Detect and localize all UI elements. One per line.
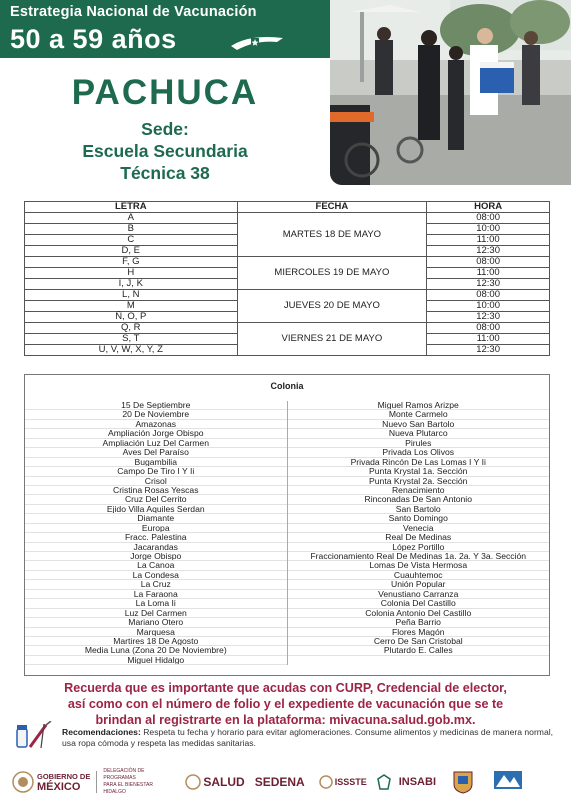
colonia-cell: Marquesa: [25, 628, 287, 637]
colonia-cell: Plutardo E. Calles: [288, 646, 550, 655]
schedule-row: [25, 290, 550, 301]
colonia-cell: Jorge Obispo: [25, 552, 287, 561]
delegacion-line2: PARA EL BIENESTAR: [103, 782, 153, 788]
colonia-cell: Venustiano Carranza: [288, 590, 550, 599]
city-title: PACHUCA: [71, 73, 259, 112]
colonia-cell: Ejido Villa Aquiles Serdan: [25, 505, 287, 514]
colonia-cell: Bugambilia: [25, 458, 287, 467]
hidalgo-shield-icon: [452, 770, 474, 794]
salud-hidalgo-logo: [492, 769, 524, 795]
date-cell: JUEVES 20 DE MAYO: [237, 290, 427, 323]
gobierno-mexico-logo: [12, 771, 90, 793]
colonia-cell: Privada Rincón De Las Lomas I Y Ii: [288, 458, 550, 467]
letter-cell: Q, R: [25, 323, 238, 334]
colonia-cell: Fracc. Palestina: [25, 533, 287, 542]
colonia-cell: Unión Popular: [288, 580, 550, 589]
issste-text: ISSSTE: [334, 777, 367, 787]
colonia-cell: Santo Domingo: [288, 514, 550, 523]
campaign-title: Estrategia Nacional de Vacunación: [10, 4, 257, 20]
imss-logo: [377, 774, 391, 790]
letter-cell: C: [25, 235, 238, 246]
hour-cell: 12:30: [427, 345, 550, 356]
colonia-cell: Ampliación Luz Del Carmen: [25, 439, 287, 448]
recommendations-label: Recomendaciones:: [62, 727, 141, 737]
issste-seal-icon: [319, 775, 333, 789]
colonia-cell: Punta Krystal 1a. Sección: [288, 467, 550, 476]
delegacion-line3: HIDALGO: [103, 789, 126, 795]
colonia-cell: Cerro De San Cristobal: [288, 637, 550, 646]
colonia-cell: Nueva Plutarco: [288, 429, 550, 438]
letter-cell: A: [25, 213, 238, 224]
colonia-cell: Peña Barrio: [288, 618, 550, 627]
colonia-cell: Lomas De Vista Hermosa: [288, 561, 550, 570]
letter-cell: F, G: [25, 257, 238, 268]
campaign-banner: [0, 0, 330, 58]
colonia-cell: 20 De Noviembre: [25, 410, 287, 419]
schedule-row: [25, 213, 550, 224]
colonia-cell: Colonia Del Castillo: [288, 599, 550, 608]
colonia-cell: Renacimiento: [288, 486, 550, 495]
schedule-row: [25, 323, 550, 334]
colonia-cell: Aves Del Paraíso: [25, 448, 287, 457]
recommendations-body: Respeta tu fecha y horario para evitar aglomeraciones. Consume alimentos y medicinas de manera normal, usa ropa cómoda y respeta las medidas sanitarias.: [62, 727, 554, 748]
colonia-cell: La Cruz: [25, 580, 287, 589]
letter-cell: U, V, W, X, Y, Z: [25, 345, 238, 356]
colonia-cell: Fraccionamiento Real De Medinas 1a. 2a. Y 3a. Sección: [288, 552, 550, 561]
colonia-header: Colonia: [270, 381, 304, 391]
colonia-cell: Martires 18 De Agosto: [25, 637, 287, 646]
hour-cell: 11:00: [427, 235, 550, 246]
letter-cell: M: [25, 301, 238, 312]
schedule-header-row: [25, 202, 550, 213]
delegacion-logo: [103, 768, 177, 796]
colonia-cell: Punta Krystal 2a. Sección: [288, 477, 550, 486]
colonia-cell: Ampliación Jorge Obispo: [25, 429, 287, 438]
schedule-table: [24, 201, 550, 356]
letter-cell: Ñ, O, P: [25, 312, 238, 323]
salud-logo: [185, 774, 244, 790]
hour-cell: 08:00: [427, 213, 550, 224]
colonia-cell: 15 De Septiembre: [25, 401, 287, 410]
colonia-cell: Cristina Rosas Yescas: [25, 486, 287, 495]
date-cell: VIERNES 21 DE MAYO: [237, 323, 427, 356]
colonia-cell: La Condesa: [25, 571, 287, 580]
hour-cell: 12:30: [427, 312, 550, 323]
letter-cell: H: [25, 268, 238, 279]
colonia-cell: Europa: [25, 524, 287, 533]
colonia-cell: Monte Carmelo: [288, 410, 550, 419]
colonia-cell: Luz Del Carmen: [25, 609, 287, 618]
hour-cell: 08:00: [427, 323, 550, 334]
letter-column-header: LETRA: [25, 202, 238, 213]
age-range-title: 50 a 59 años: [10, 24, 177, 54]
colonia-left-column: [25, 401, 287, 665]
venue-block: [0, 118, 330, 184]
reminder-line: Recuerda que es importante que acudas con CURP, Credencial de elector,: [64, 681, 507, 695]
recommendations-text: [62, 727, 562, 749]
colonia-cell: López Portillo: [288, 543, 550, 552]
hour-cell: 12:30: [427, 246, 550, 257]
letter-cell: L, N: [25, 290, 238, 301]
letter-cell: I, J, K: [25, 279, 238, 290]
imss-eagle-icon: [377, 774, 391, 790]
salud-text: SALUD: [203, 775, 245, 789]
reminder-line: así como con el número de folio y el expediente de vacunación que se te: [67, 697, 504, 711]
reminder-text: [14, 680, 557, 728]
venue-label: Sede:: [141, 119, 189, 139]
hour-cell: 08:00: [427, 257, 550, 268]
reminder-line: brindan al registrarte en la plataforma: mivacuna.salud.gob.mx.: [95, 713, 476, 727]
salud-hidalgo-icon: [492, 769, 524, 795]
sedena-text: SEDENA: [254, 775, 305, 789]
colonia-cell: Nuevo San Bartolo: [288, 420, 550, 429]
venue-name-line1: Escuela Secundaria: [82, 141, 248, 161]
colonia-right-column: [287, 401, 550, 665]
colonia-cell: Colonia Antonio Del Castillo: [288, 609, 550, 618]
schedule-row: [25, 257, 550, 268]
date-cell: MARTES 18 DE MAYO: [237, 213, 427, 257]
colonia-cell: San Bartolo: [288, 505, 550, 514]
sponsor-logos-footer: [0, 764, 571, 800]
syringe-vial-icon: [14, 721, 54, 749]
date-cell: MIERCOLES 19 DE MAYO: [237, 257, 427, 290]
colonia-cell: Venecia: [288, 524, 550, 533]
letter-cell: S, T: [25, 334, 238, 345]
colonia-cell: Diamante: [25, 514, 287, 523]
colonia-cell: Flores Magón: [288, 628, 550, 637]
colonia-cell: Miguel Ramos Arizpe: [288, 401, 550, 410]
colonia-table: [24, 374, 550, 676]
colonia-cell: Mariano Otero: [25, 618, 287, 627]
hidalgo-shield-logo: [452, 770, 474, 794]
insabi-text: INSABI: [398, 776, 436, 788]
vaccine-star-logo-icon: [229, 32, 285, 52]
hour-cell: 08:00: [427, 290, 550, 301]
delegacion-line1: DELEGACIÓN DE PROGRAMAS: [103, 768, 145, 781]
issste-logo: [319, 775, 367, 789]
hour-cell: 10:00: [427, 301, 550, 312]
hour-cell: 12:30: [427, 279, 550, 290]
vaccination-site-photo: [330, 0, 571, 185]
colonia-cell: La Canoa: [25, 561, 287, 570]
insabi-logo: [399, 776, 436, 788]
letter-cell: B: [25, 224, 238, 235]
colonia-cell: Media Luna (Zona 20 De Noviembre): [25, 646, 287, 655]
colonia-cell: Crisol: [25, 477, 287, 486]
colonia-cell: Pirules: [288, 439, 550, 448]
hour-cell: 10:00: [427, 224, 550, 235]
mexico-text: MÉXICO: [37, 781, 81, 793]
letter-cell: D, E: [25, 246, 238, 257]
colonia-cell: Cruz Del Cerrito: [25, 495, 287, 504]
mexico-seal-icon: [12, 771, 34, 793]
colonia-cell: Real De Medinas: [288, 533, 550, 542]
venue-name-line2: Técnica 38: [120, 163, 210, 183]
hour-cell: 11:00: [427, 268, 550, 279]
colonia-cell: Jacarandas: [25, 543, 287, 552]
hour-column-header: HORA: [427, 202, 550, 213]
colonia-cell: Miguel Hidalgo: [25, 656, 287, 665]
hour-cell: 11:00: [427, 334, 550, 345]
gobierno-text: GOBIERNO DE: [37, 772, 91, 781]
colonia-cell: Privada Los Olivos: [288, 448, 550, 457]
date-column-header: FECHA: [237, 202, 427, 213]
colonia-cell: La Faraona: [25, 590, 287, 599]
colonia-cell: Amazonas: [25, 420, 287, 429]
colonia-cell: Cuauhtemoc: [288, 571, 550, 580]
colonia-cell: La Loma Ii: [25, 599, 287, 608]
sedena-logo: [255, 775, 305, 789]
colonia-cell: Campo De Tiro I Y Ii: [25, 467, 287, 476]
salud-seal-icon: [185, 774, 201, 790]
colonia-cell: Rinconadas De San Antonio: [288, 495, 550, 504]
